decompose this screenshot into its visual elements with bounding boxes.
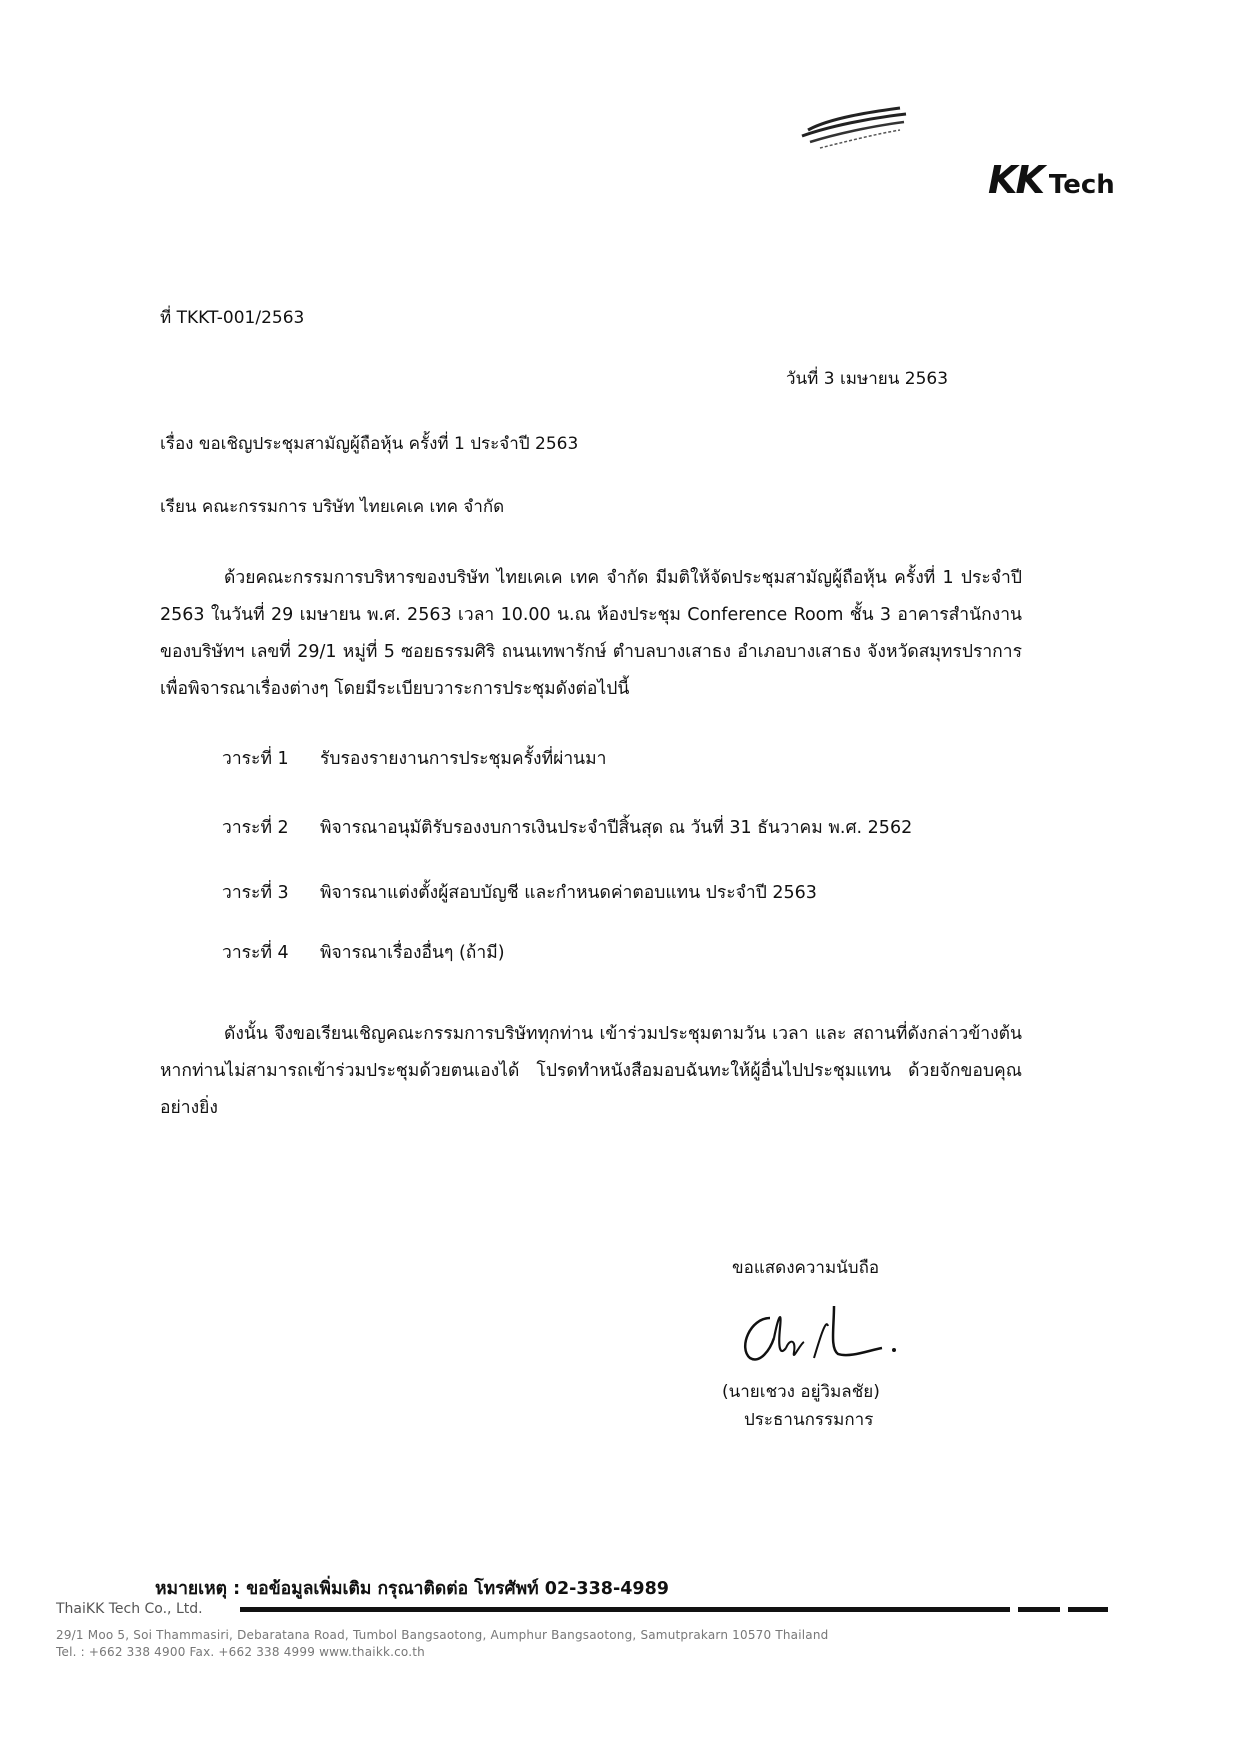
agenda-number: วาระที่ 3 [222,883,289,903]
agenda-item [222,813,912,841]
regards-text: ขอแสดงความนับถือ [732,1258,880,1278]
company-contact: Tel. : +662 338 4900 Fax. +662 338 4999 www.thaikk.co.th [56,1645,425,1659]
agenda-text: พิจารณาอนุมัติรับรองงบการเงินประจำปีสิ้นสุด ณ วันที่ 31 ธันวาคม พ.ศ. 2562 [320,818,913,838]
reference-number: ที่ TKKT-001/2563 [160,308,305,328]
agenda-item [222,744,607,772]
company-name: ThaiKK Tech Co., Ltd. [56,1601,203,1617]
signer-name: (นายเชวง อยู่วิมลชัย) [722,1382,880,1402]
logo-brand-sub: Tech [1048,170,1115,200]
intro-paragraph: ด้วยคณะกรรมการบริหารของบริษัท ไทยเคเค เทค จำกัด มีมติให้จัดประชุมสามัญผู้ถือหุ้น ครั้งที่ 1 ประจำปี 2563 ในวันที่ 29 เมษายน พ.ศ. 2563 เวลา 10.00 น.ณ ห้องประชุม Conference Room ชั้น 3 อาคารสำนักงานของบริษัทฯ เลขที่ 29/1 หมู่ที่ 5 ซอยธรรมศิริ ถนนเทพารักษ์ ตำบลบางเสาธง อำเภอบางเสาธง จังหวัดสมุทรปราการ เพื่อพิจารณาเรื่องต่างๆ โดยมีระเบียบวาระการประชุมดังต่อไปนี้ [160,568,1022,699]
kk-swoosh-icon [800,106,910,158]
closing-paragraph: ดังนั้น จึงขอเรียนเชิญคณะกรรมการบริษัททุกท่าน เข้าร่วมประชุมตามวัน เวลา และ สถานที่ดังกล่าวข้างต้น หากท่านไม่สามารถเข้าร่วมประชุมด้วยตนเองได้ โปรดทำหนังสือมอบฉันทะให้ผู้อื่นไปประชุมแทน ด้วยจักขอบคุณอย่างยิ่ง [160,1024,1022,1118]
agenda-number: วาระที่ 4 [222,943,289,963]
handwritten-signature [730,1298,910,1378]
company-logo [988,158,1115,202]
letter-date: วันที่ 3 เมษายน 2563 [786,369,949,389]
agenda-item [222,878,817,906]
agenda-number: วาระที่ 2 [222,818,289,838]
agenda-text: พิจารณาเรื่องอื่นๆ (ถ้ามี) [320,943,505,963]
agenda-item [222,938,505,966]
footer-rule [240,1607,1010,1612]
agenda-text: พิจารณาแต่งตั้งผู้สอบบัญชี และกำหนดค่าตอบแทน ประจำปี 2563 [320,883,817,903]
footer-note: หมายเหตุ : ขอข้อมูลเพิ่มเติม กรุณาติดต่อ โทรศัพท์ 02-338-4989 [155,1579,669,1599]
letter-subject: เรื่อง ขอเชิญประชุมสามัญผู้ถือหุ้น ครั้งที่ 1 ประจำปี 2563 [160,434,579,454]
company-address: 29/1 Moo 5, Soi Thammasiri, Debaratana Road, Tumbol Bangsaotong, Aumphur Bangsaotong, Samutprakarn 10570 Thailand [56,1628,829,1642]
agenda-text: รับรองรายงานการประชุมครั้งที่ผ่านมา [320,749,607,769]
footer-rule-segment [1068,1607,1108,1612]
agenda-number: วาระที่ 1 [222,749,289,769]
logo-brand-main: KK [988,158,1043,202]
signer-title: ประธานกรรมการ [744,1410,874,1430]
footer-rule-segment [1018,1607,1060,1612]
letter-recipient: เรียน คณะกรรมการ บริษัท ไทยเคเค เทค จำกัด [160,497,505,517]
